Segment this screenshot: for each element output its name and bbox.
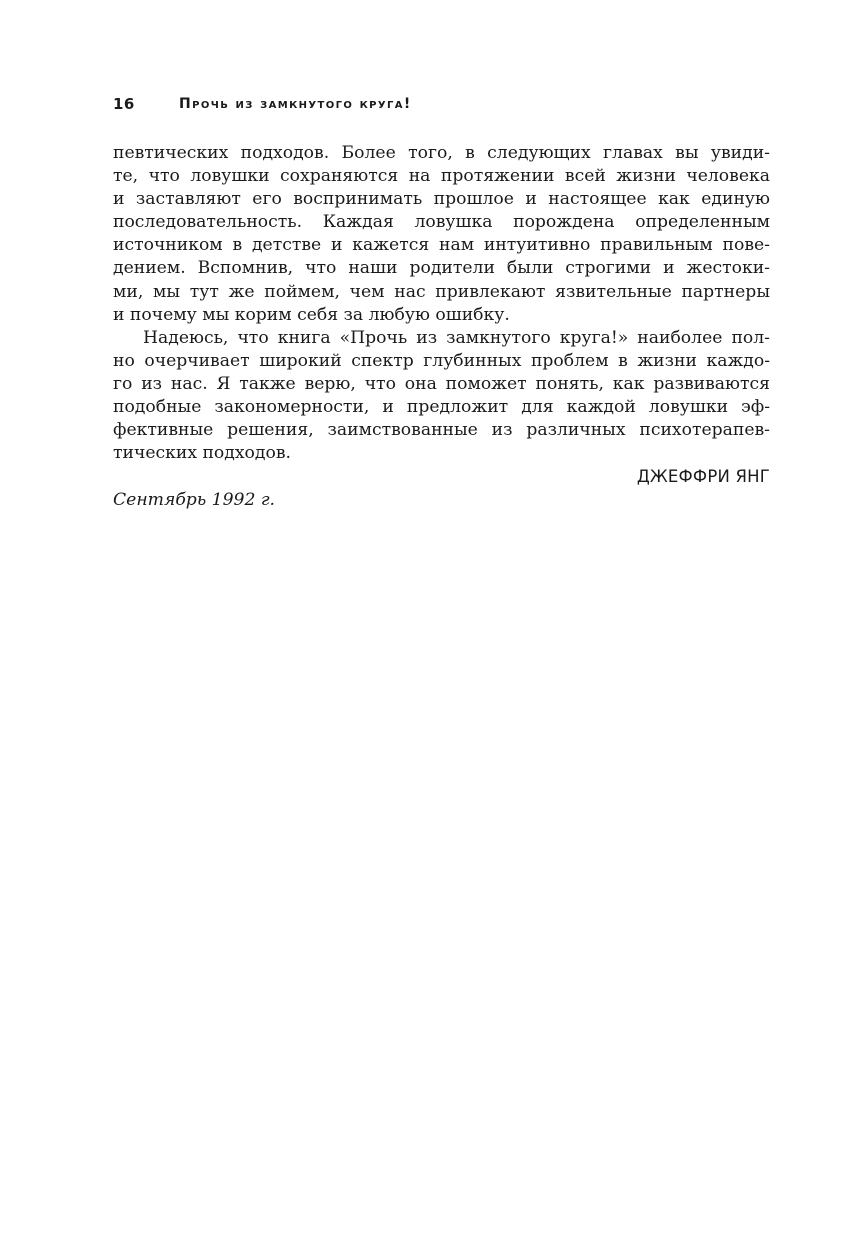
body-text xyxy=(113,142,770,465)
page-number: 16 xyxy=(113,95,135,113)
date-line: Сентябрь 1992 г. xyxy=(113,490,275,510)
text-line: и почему мы корим себя за любую ошибку. xyxy=(113,304,510,325)
paragraph-2 xyxy=(113,327,770,466)
running-title: Прочь из замкнутого круга! xyxy=(179,96,412,112)
text-line: дением. Вспомнив, что наши родители были строгими и жестоки- xyxy=(113,258,770,279)
text-line: фективные решения, заимствованные из различных психотерапев- xyxy=(113,420,770,441)
text-line: певтических подходов. Более того, в следующих главах вы увиди- xyxy=(113,143,770,163)
text-line: и заставляют его воспринимать прошлое и настоящее как единую xyxy=(113,189,770,210)
text-line: но очерчивает широкий спектр глубинных проблем в жизни каждо- xyxy=(113,350,770,371)
text-line: источником в детстве и кажется нам интуитивно правильным пове- xyxy=(113,235,770,256)
text-line: ми, мы тут же поймем, чем нас привлекают язвительные партнеры xyxy=(113,281,770,302)
text-line: тических подходов. xyxy=(113,443,291,464)
running-head xyxy=(113,92,773,116)
text-line: го из нас. Я также верю, что она поможет понять, как развиваются xyxy=(113,373,770,394)
text-line: Надеюсь, что книга «Прочь из замкнутого круга!» наиболее пол- xyxy=(143,327,770,348)
text-line: последовательность. Каждая ловушка порождена определенным xyxy=(113,212,770,233)
author-signature: ДЖЕФФРИ ЯНГ xyxy=(636,467,770,486)
text-line: те, что ловушки сохраняются на протяжении всей жизни человека xyxy=(113,166,770,187)
paragraph-1 xyxy=(113,142,770,327)
text-line: подобные закономерности, и предложит для каждой ловушки эф- xyxy=(113,397,770,418)
